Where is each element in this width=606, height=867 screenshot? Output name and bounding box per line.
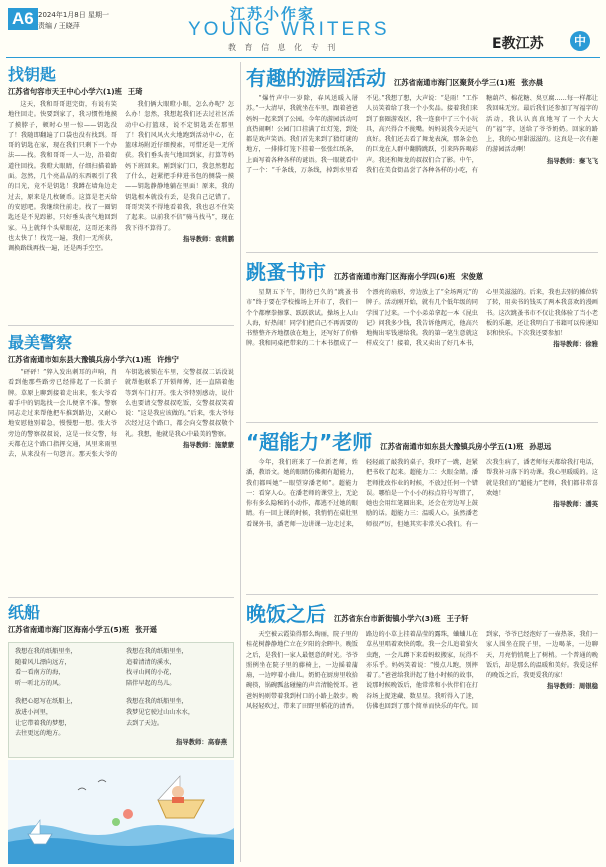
instructor: 指导教师：潘英 xyxy=(553,500,598,509)
brand-logo-icon: 中 xyxy=(570,31,590,51)
poem-line: 陪伴早起的鸟儿。 xyxy=(126,679,176,687)
column-divider xyxy=(240,62,241,862)
editor: 责编 / 王晓萍 xyxy=(38,22,80,30)
poem-line: 去往更远的地方。 xyxy=(15,730,65,738)
article-byline xyxy=(8,87,234,97)
poem-line: 随着风儿漂向远方， xyxy=(15,658,71,666)
brand-name: E教江苏 xyxy=(492,36,544,52)
article-after-dinner xyxy=(246,598,598,862)
school: 江苏省南通市如东县大豫镇兵房小学六(1)班 xyxy=(8,355,152,364)
school: 江苏省南通市海门区海南小学四(6)班 xyxy=(334,272,456,281)
column-title: 江苏小作家 xyxy=(230,5,316,23)
school: 江苏省南通市海门区聚贤小学三(1)班 xyxy=(394,78,516,87)
instructor: 指导教师：周银稳 xyxy=(546,682,598,691)
boat-scene-icon xyxy=(8,760,234,864)
poem-line: 找寻山间的小花， xyxy=(126,669,176,677)
article-title: 最美警察 xyxy=(8,333,73,352)
article-title: “超能力”老师 xyxy=(246,430,373,454)
instructor: 指导教师：秦飞飞 xyxy=(546,156,598,165)
poem-line: 我把心愿写在纸船上， xyxy=(15,698,77,706)
article-title: 跳蚤书市 xyxy=(246,260,326,284)
poem-stanza xyxy=(126,697,227,729)
article-find-key xyxy=(8,62,234,322)
column-subtitle: 教 育 信 息 化 专 刊 xyxy=(228,43,339,52)
poem-line: 我梦见它驶过山山水水， xyxy=(126,708,195,716)
paragraph: “砰砰！”猝入发出刺耳的声响，肖看到他那些路旁已经排起了一长溜子牌。草原上聊到接着走出来，张大爷看着手中的钥匙找一会儿便拿不准。警察同志走过来帮他把车推到路边，又耐心地安慰他别着急，慢慢想一想。张大爷旁边的警察叔叔说，这是一位交警，每天都在这个路口指挥交通，风里来雨里去，从来没有一句怨言。那天张大爷的车钥匙被锁在车里，交警叔叔二话没说就帮他联系了开锁师傅，还一直陪着他等到车门打开。张大爷特别感动，说什么也要请交警叔叔吃饭，交警叔叔笑着说：“这是我应该做的。”后来，张大爷每次经过这个路口，都会向交警叔叔敬个礼。我想，他就是我心中最美的警察。 xyxy=(8,369,234,459)
poem-box xyxy=(8,642,234,758)
poem-stanza xyxy=(15,697,116,739)
article-garden-party xyxy=(246,62,598,250)
article-body xyxy=(8,368,234,461)
article-body xyxy=(246,288,598,350)
author: 孙思远 xyxy=(529,442,552,451)
paragraph: 这天，我和哥哥逛完街，有说有笑地往回走。快要到家了，我习惯性地摸了摸脖子，顿时心里一惊——钥匙没了！我随即翻遍了口袋也没有找到。哥哥的钥匙在家，现在我们只剩下一个办法——找。我和哥哥一人一边，沿着街道往回找。我瞪大眼睛，仔细扫描着路面。忽然，几个亮晶晶的东西吸引了我的目光，竟不是钥匙！我蹲在墙角边走过去，原来是几枚硬币。这算是老天给的安慰吧。我继续往前走。找了一圈钥匙还是不见踪影，只好垂头丧气地回到家。马上就拜个头晕眼花，这哥还来得也太快了！找完一遍，我们一无所获，调换路线再找一遍，还是两手空空。 xyxy=(8,101,117,253)
instructor: 指导教师：徐雅 xyxy=(553,340,598,349)
author: 王琦 xyxy=(127,87,143,96)
section-divider xyxy=(246,252,598,253)
author: 宋俊蒽 xyxy=(461,272,484,281)
poem-line: 我想在我的纸船里坐， xyxy=(126,698,188,706)
article-body xyxy=(246,94,598,176)
section-divider xyxy=(246,594,598,595)
paper-boat-illustration xyxy=(8,760,234,864)
issue-date: 2024年1月8日 星期一 xyxy=(38,11,109,19)
section-divider xyxy=(246,422,598,423)
article-byline xyxy=(334,272,483,282)
poem-stanza xyxy=(15,647,116,689)
poem-line: 追着清清的溪水， xyxy=(126,658,176,666)
paragraph: 今年，我们班来了一位新老师，姓潘，教语文。她的眼睛仿佛拥有超能力，我们都叫她“一眼望穿潘老师”。超能力一：看穿人心。在潘老师的课堂上，无论你有多么隐秘的小动作，都逃不过她的眼睛。有一回上课的时候，我悄悄在桌肚里看课外书，潘老师一边讲课一边走过来，轻轻敲了敲我的桌子，我吓了一跳，赶紧把书收了起来。超能力二：火眼金睛。潘老师批改作业的时候，不放过任何一个错误。哪怕是一个小小的标点符号写错了，她也会用红笔圈出来，还会在旁边写上鼓励的话。超能力三：温暖人心。虽然潘老师很严厉，但她其实非常关心我们。有一次我生病了，潘老师每天都给我打电话，帮我补习落下的功课。我心里暖暖的。这就是我们的“超能力”老师，我们都非常喜欢她！ xyxy=(246,459,598,528)
poem-line: 放进小河里， xyxy=(15,708,53,716)
title-row xyxy=(246,256,598,285)
paragraph: 星期五下午，期待已久的“跳蚤书市”终于要在学校操场上开市了，我们一个个都摩拳擦掌、跃跃欲试。操场上人山人海，好热闹！同学们把自己不再需要的书整整齐齐地摆放在地上，还写好了价格牌。我和同桌把带来的二十本书摆成了一个漂亮的扇形，旁边放上了“全场两元”的牌子。活动刚开始，就有几个低年级的同学围了过来。一个小弟弟拿起一本《昆虫记》问我多少钱，我告诉他两元，他高兴地掏出零钱递给我。我的第一笔生意就这样成交了！接着，我又卖出了好几本书，心里美滋滋的。后来，我也去别的摊位转了转，用卖书的钱买了两本我喜欢的漫画书。这次跳蚤书市不仅让我体验了当小老板的乐趣，还让我明白了书籍可以传递知识和快乐。下次我还要参加！ xyxy=(246,289,598,348)
article-paper-boat-header xyxy=(8,600,234,640)
article-title: 晚饭之后 xyxy=(246,602,326,626)
column-title-en: YOUNG WRITERS xyxy=(188,19,390,40)
article-byline xyxy=(334,614,469,624)
section-divider xyxy=(8,325,234,326)
school: 江苏省东台市新街镇小学六(3)班 xyxy=(334,614,441,623)
page-number: A6 xyxy=(8,8,38,30)
article-police xyxy=(8,330,234,592)
instructor: 指导教师：施蒙蒙 xyxy=(182,441,234,450)
author: 张开遥 xyxy=(135,625,158,634)
article-byline xyxy=(380,442,551,452)
poem-line: 听一听北方的风。 xyxy=(15,679,65,687)
poem-line: 看一看南方的海， xyxy=(15,669,65,677)
article-title: 纸船 xyxy=(8,603,41,622)
school: 江苏省南通市如东县大豫镇兵房小学五(1)班 xyxy=(380,442,524,451)
instructor: 指导教师：袁莉鹏 xyxy=(182,234,234,243)
poem-line: 我想在我的纸船里坐， xyxy=(15,648,77,655)
poem-line: 我想在我的纸船里坐， xyxy=(126,648,188,655)
school: 江苏省南通市海门区海南小学五(5)班 xyxy=(8,625,130,634)
article-title: 有趣的游园活动 xyxy=(246,66,386,90)
school: 江苏省句容市天王中心小学六(1)班 xyxy=(8,87,122,96)
poem-line: 去到了天边。 xyxy=(126,719,164,727)
title-row xyxy=(246,598,598,627)
article-byline xyxy=(394,78,543,88)
article-body xyxy=(246,458,598,530)
paragraph: 我们俩大眼瞪小眼，怎么办呢？怎么办！忽然，我想起我们还去过社区活动中心打篮球，说不定钥匙丢在那里了！我们风风火火地跑到活动中心，在篮球场附近仔细搜索，可惜还是一无所获。我们垂头丧气地回到家，打算等妈妈下班回来。刚到家门口，我忽然想起了什么，赶紧把手伸进书包的侧袋一摸——钥匙静静地躺在里面！原来，我的钥匙根本就没有丢，是我自己记错了。哥哥哭笑不得地看着我，我也忍不住笑了起来。以前我不信“骑马找马”，现在我下得不算得了。 xyxy=(125,101,234,232)
author: 许炜宁 xyxy=(157,355,179,364)
poem-line: 让它带着我的梦想， xyxy=(15,719,71,727)
header-divider xyxy=(6,57,600,58)
article-byline xyxy=(8,355,234,365)
title-row xyxy=(246,62,598,91)
article-title: 找钥匙 xyxy=(8,65,57,84)
poem-stanza xyxy=(126,647,227,689)
article-body xyxy=(8,100,234,254)
author: 王子轩 xyxy=(446,614,469,623)
article-body xyxy=(246,630,598,712)
article-flea-market xyxy=(246,256,598,420)
author: 张亦晨 xyxy=(521,78,544,87)
instructor: 指导教师：高春燕 xyxy=(175,738,227,747)
page-header xyxy=(0,0,606,58)
section-divider xyxy=(8,597,234,598)
paragraph: 天空被云霞染得那么绚丽，院子里的桂花树静静地伫立在夕阳的余晖中。晚饭之后，是我们一家人最惬意的时光。爷爷照例坐在院子里的藤椅上，一边摇着蒲扇，一边哼着小曲儿。奶奶在厨房里收拾碗筷，锅碗瓢盆碰撞的声音清脆悦耳。爸爸妈妈则带着我到村口的小路上散步。晚风轻轻吹过，带来了田野里稻花的清香。路边的小草上挂着晶莹的露珠，蛐蛐儿在草丛里唱着欢快的歌。我一会儿追着萤火虫跑，一会儿蹲下来看蚂蚁搬家，玩得不亦乐乎。妈妈笑着说：“慢点儿跑，别摔着了。”爸爸给我讲起了他小时候的故事，说那时候晚饭后，他常常和小伙伴们在打谷场上捉迷藏、数星星。我听得入了迷，仿佛也回到了那个简单而快乐的年代。回到家，爷爷已经泡好了一壶热茶，我们一家人围坐在院子里，一边喝茶，一边聊天，月亮悄悄爬上了树梢。一个普通的晚饭后，却是那么的温暖和美好。我爱这样的晚饭之后，我更爱我的家！ xyxy=(246,631,598,711)
article-super-teacher xyxy=(246,426,598,592)
article-byline xyxy=(8,625,234,635)
title-row xyxy=(246,426,598,455)
paragraph: “爆竹声中一岁除，春风送暖入屠苏。”一大清早，我就坐在车里，跟着爸爸妈妈一起来到了公园。今年的游园活动可真热闹啊！公园门口挂满了红灯笼，到处都是欢声笑语。我们首先来到了猜灯谜的地方，一排排灯笼下挂着一张张红纸条，上面写着各种各样的谜语。我一眼就看中了一个：“千条线，万条线，掉到水里看不见。”我想了想，大声说：“是雨！”工作人员笑着给了我一个小奖品。接着我们来到了套圈游戏区，我一连套中了三个小玩具，高兴得合不拢嘴。妈妈说我今天运气真好。我们还去看了舞龙表演，那条金色的巨龙在人群中翻腾跳跃，引来阵阵喝彩声。我还和舞龙的叔叔们合了影。中午，我们在美食街品尝了各种各样的小吃，有糖葫芦、棉花糖、臭豆腐……每一样都让我回味无穷。最后我们还参加了写福字的活动，我认认真真地写了一个大大的“福”字，送给了爷爷奶奶。回家的路上，我的心里甜滋滋的。这真是一次有趣的游园活动啊！ xyxy=(246,95,598,175)
